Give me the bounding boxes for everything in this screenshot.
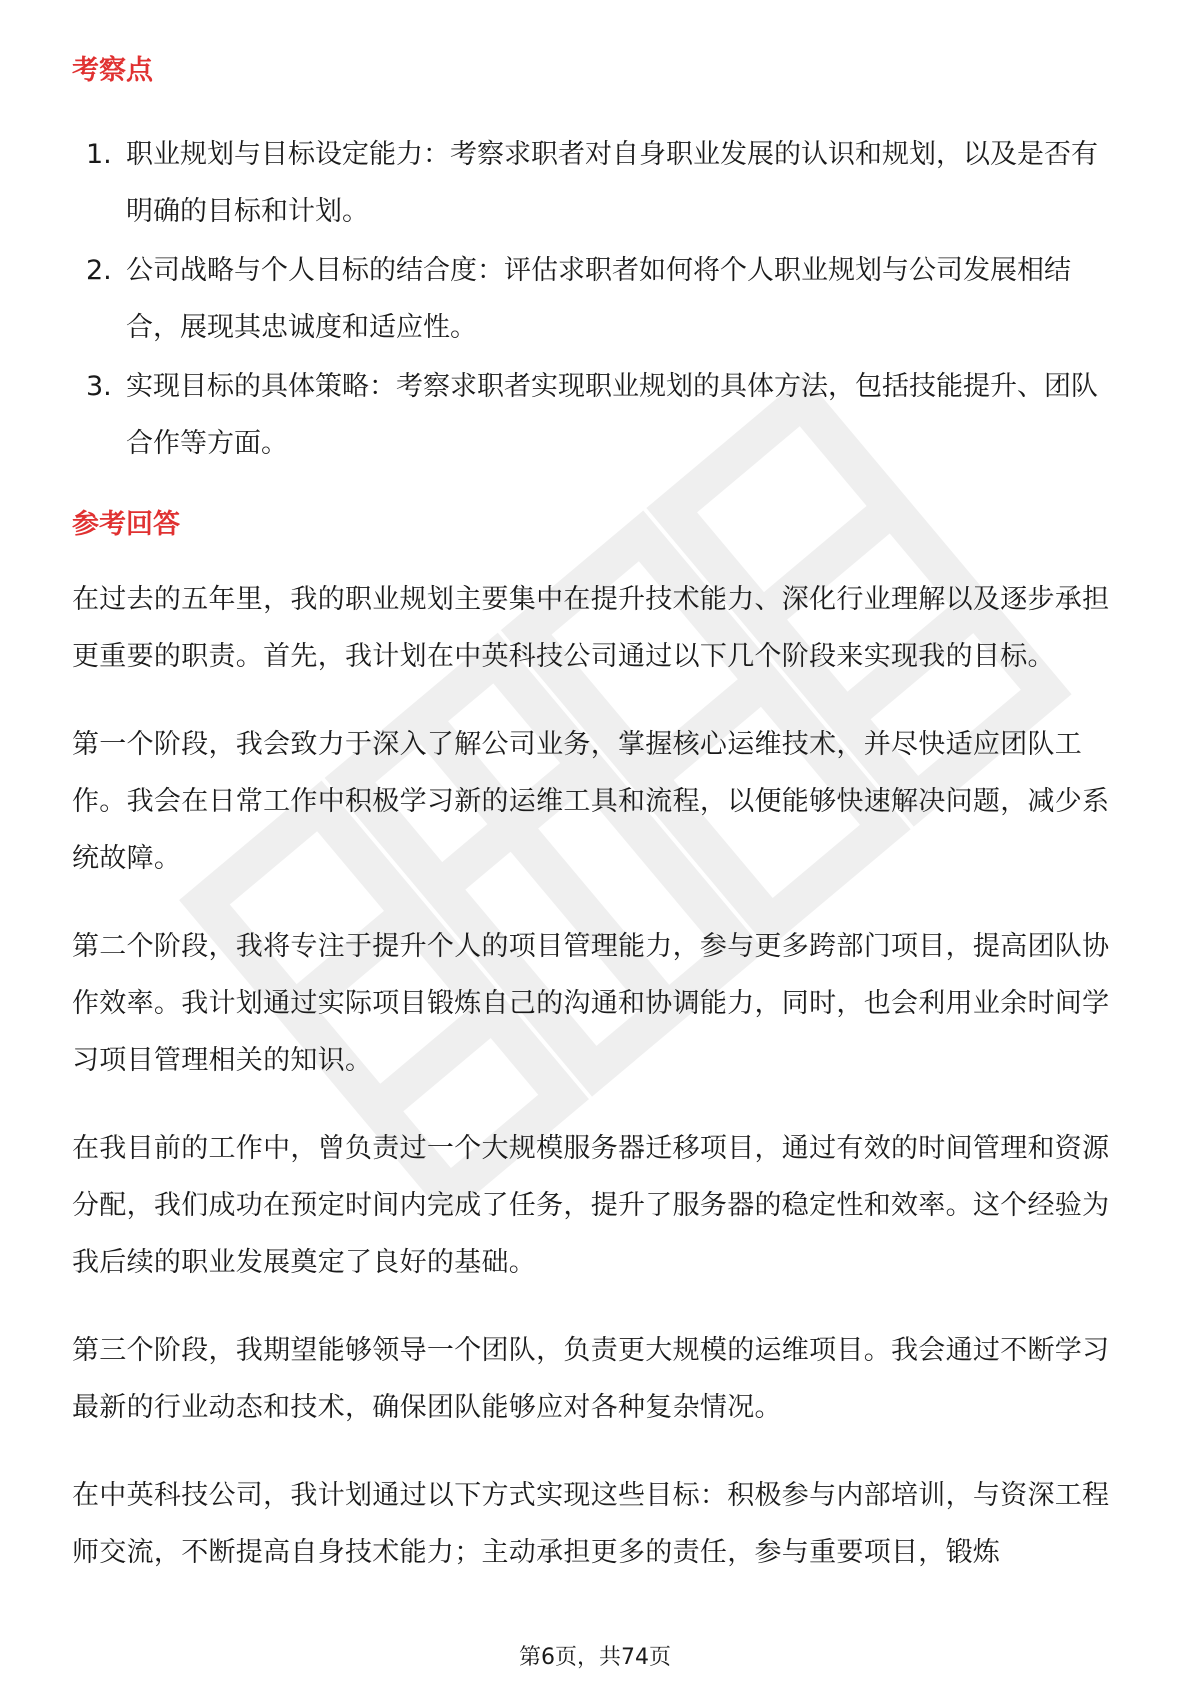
list-item-text: 职业规划与目标设定能力：考察求职者对自身职业发展的认识和规划，以及是否有明确的目标和计划。 — [126, 139, 1098, 227]
page-number: 第6页，共74页 — [519, 1645, 671, 1670]
answer-paragraph: 第一个阶段，我会致力于深入了解公司业务，掌握核心运维技术，并尽快适应团队工作。我会在日常工作中积极学习新的运维工具和流程，以便能够快速解决问题，减少系统故障。 — [72, 729, 1110, 874]
list-item — [72, 358, 1122, 472]
document-content — [72, 44, 1122, 1612]
points-heading: 考察点 — [72, 55, 153, 86]
list-item-number: 1. — [86, 139, 112, 170]
list-item-number: 2. — [86, 255, 112, 286]
list-item — [72, 126, 1122, 240]
answer-paragraph: 第三个阶段，我期望能够领导一个团队，负责更大规模的运维项目。我会通过不断学习最新的行业动态和技术，确保团队能够应对各种复杂情况。 — [72, 1335, 1110, 1423]
answer-paragraph: 在过去的五年里，我的职业规划主要集中在提升技术能力、深化行业理解以及逐步承担更重要的职责。首先，我计划在中英科技公司通过以下几个阶段来实现我的目标。 — [72, 584, 1110, 672]
points-list — [72, 126, 1122, 472]
list-item-number: 3. — [86, 371, 112, 402]
list-item-text: 实现目标的具体策略：考察求职者实现职业规划的具体方法，包括技能提升、团队合作等方面。 — [126, 371, 1098, 459]
answer-heading: 参考回答 — [72, 509, 180, 540]
answer-paragraph: 第二个阶段，我将专注于提升个人的项目管理能力，参与更多跨部门项目，提高团队协作效率。我计划通过实际项目锻炼自己的沟通和协调能力，同时，也会利用业余时间学习项目管理相关的知识。 — [72, 931, 1110, 1076]
answer-paragraph: 在我目前的工作中，曾负责过一个大规模服务器迁移项目，通过有效的时间管理和资源分配，我们成功在预定时间内完成了任务，提升了服务器的稳定性和效率。这个经验为我后续的职业发展奠定了良好的基础。 — [72, 1133, 1110, 1278]
answer-paragraph: 在中英科技公司，我计划通过以下方式实现这些目标：积极参与内部培训，与资深工程师交流，不断提高自身技术能力；主动承担更多的责任，参与重要项目，锻炼 — [72, 1480, 1110, 1568]
list-item-text: 公司战略与个人目标的结合度：评估求职者如何将个人职业规划与公司发展相结合，展现其忠诚度和适应性。 — [126, 255, 1071, 343]
list-item — [72, 242, 1122, 356]
